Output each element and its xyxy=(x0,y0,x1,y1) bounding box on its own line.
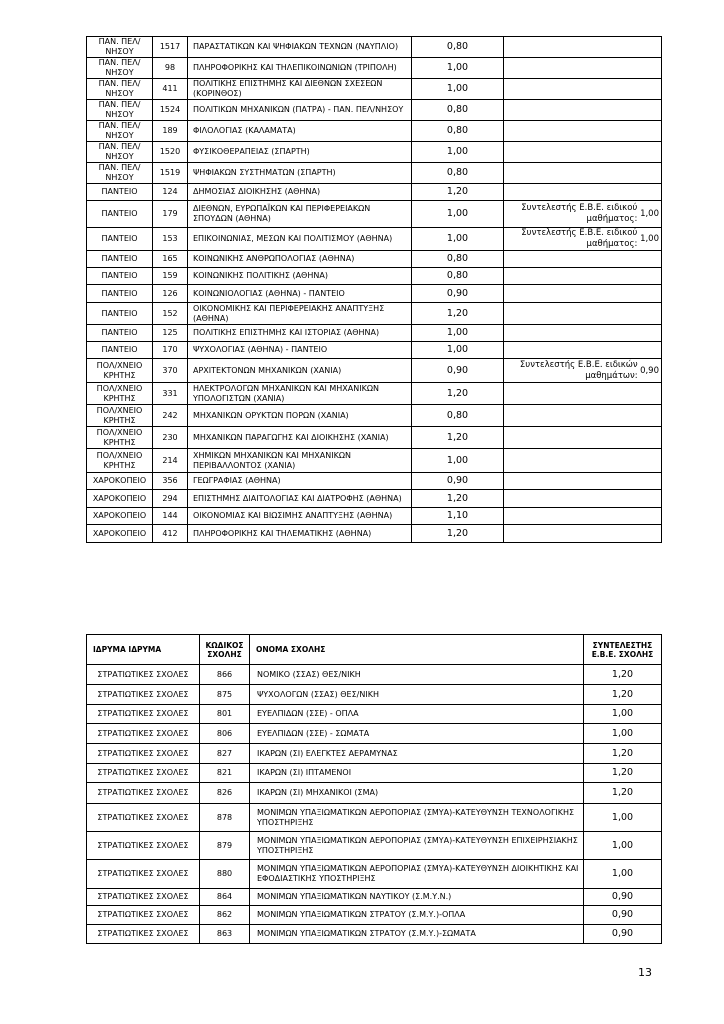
school-code-cell: 214 xyxy=(153,449,188,473)
school-code-cell: 821 xyxy=(200,764,250,783)
institution-cell: ΠΑΝ. ΠΕΛ/ΝΗΣΟΥ xyxy=(87,142,153,163)
table-row xyxy=(87,37,662,58)
special-subject-note-cell xyxy=(504,79,662,100)
coefficient-cell: 1,20 xyxy=(584,783,662,804)
special-subject-note-cell xyxy=(504,201,662,228)
table-row xyxy=(87,405,662,427)
institution-cell: ΠΑΝΤΕΙΟ xyxy=(87,285,153,303)
coefficient-cell: 0,80 xyxy=(412,121,504,142)
school-code-cell: 878 xyxy=(200,804,250,832)
table-row xyxy=(87,228,662,251)
header-school-name: ΟΝΟΜΑ ΣΧΟΛΗΣ xyxy=(250,635,584,665)
school-name-cell: ΕΠΙΚΟΙΝΩΝΙΑΣ, ΜΕΣΩΝ ΚΑΙ ΠΟΛΙΤΙΣΜΟΥ (ΑΘΗΝΑ) xyxy=(188,228,412,251)
table-row xyxy=(87,804,662,832)
school-code-cell: 98 xyxy=(153,58,188,79)
coefficient-cell: 1,20 xyxy=(412,303,504,325)
institution-cell: ΠΑΝΤΕΙΟ xyxy=(87,325,153,342)
coefficients-table-body xyxy=(87,665,662,944)
institution-cell: ΧΑΡΟΚΟΠΕΙΟ xyxy=(87,508,153,525)
coefficient-cell: 1,00 xyxy=(584,832,662,860)
table-row xyxy=(87,201,662,228)
institution-cell: ΣΤΡΑΤΙΩΤΙΚΕΣ ΣΧΟΛΕΣ xyxy=(87,685,200,705)
coefficient-cell: 1,00 xyxy=(412,79,504,100)
special-subject-note xyxy=(506,360,659,382)
coefficient-cell: 0,80 xyxy=(412,100,504,121)
coefficient-cell: 0,90 xyxy=(584,925,662,944)
school-code-cell: 801 xyxy=(200,705,250,724)
institution-cell: ΣΤΡΑΤΙΩΤΙΚΕΣ ΣΧΟΛΕΣ xyxy=(87,860,200,889)
school-code-cell: 863 xyxy=(200,925,250,944)
special-subject-note-label: Συντελεστής Ε.Β.Ε. ειδικών μαθημάτων: xyxy=(519,359,638,381)
table-row xyxy=(87,268,662,285)
table-header-row xyxy=(87,635,662,665)
institution-cell: ΣΤΡΑΤΙΩΤΙΚΕΣ ΣΧΟΛΕΣ xyxy=(87,925,200,944)
special-subject-note-cell xyxy=(504,405,662,427)
table-row xyxy=(87,325,662,342)
institution-cell: ΠΑΝ. ΠΕΛ/ΝΗΣΟΥ xyxy=(87,37,153,58)
institution-cell: ΣΤΡΑΤΙΩΤΙΚΕΣ ΣΧΟΛΕΣ xyxy=(87,889,200,906)
institution-cell: ΠΟΛ/ΧΝΕΙΟ ΚΡΗΤΗΣ xyxy=(87,449,153,473)
school-name-cell: ΠΑΡΑΣΤΑΤΙΚΩΝ ΚΑΙ ΨΗΦΙΑΚΩΝ ΤΕΧΝΩΝ (ΝΑΥΠΛΙΟ) xyxy=(188,37,412,58)
table-row xyxy=(87,303,662,325)
coefficient-cell: 1,20 xyxy=(584,744,662,764)
table-row xyxy=(87,342,662,359)
table-row xyxy=(87,285,662,303)
school-name-cell: ΚΟΙΝΩΝΙΚΗΣ ΠΟΛΙΤΙΚΗΣ (ΑΘΗΝΑ) xyxy=(188,268,412,285)
school-name-cell: ΟΙΚΟΝΟΜΙΚΗΣ ΚΑΙ ΠΕΡΙΦΕΡΕΙΑΚΗΣ ΑΝΑΠΤΥΞΗΣ (ΑΘΗΝΑ) xyxy=(188,303,412,325)
school-code-cell: 179 xyxy=(153,201,188,228)
school-name-cell: ΜΗΧΑΝΙΚΩΝ ΠΑΡΑΓΩΓΗΣ ΚΑΙ ΔΙΟΙΚΗΣΗΣ (ΧΑΝΙΑ) xyxy=(188,427,412,449)
school-code-cell: 411 xyxy=(153,79,188,100)
school-code-cell: 1519 xyxy=(153,163,188,184)
special-subject-note-cell xyxy=(504,383,662,405)
table-row xyxy=(87,860,662,889)
header-institution: ΙΔΡΥΜΑ ΙΔΡΥΜΑ xyxy=(87,635,200,665)
school-code-cell: 412 xyxy=(153,525,188,543)
institution-cell: ΣΤΡΑΤΙΩΤΙΚΕΣ ΣΧΟΛΕΣ xyxy=(87,724,200,744)
coefficient-cell: 1,00 xyxy=(584,705,662,724)
school-code-cell: 124 xyxy=(153,184,188,201)
institution-cell: ΠΑΝ. ΠΕΛ/ΝΗΣΟΥ xyxy=(87,79,153,100)
school-code-cell: 826 xyxy=(200,783,250,804)
table-row xyxy=(87,473,662,490)
coefficient-cell: 1,20 xyxy=(584,685,662,705)
institution-cell: ΣΤΡΑΤΙΩΤΙΚΕΣ ΣΧΟΛΕΣ xyxy=(87,783,200,804)
table-row xyxy=(87,79,662,100)
special-subject-coefficient: 1,00 xyxy=(640,209,659,219)
school-name-cell: ΨΗΦΙΑΚΩΝ ΣΥΣΤΗΜΑΤΩΝ (ΣΠΑΡΤΗ) xyxy=(188,163,412,184)
special-subject-note-cell xyxy=(504,121,662,142)
special-subject-note-cell xyxy=(504,427,662,449)
table-row xyxy=(87,427,662,449)
school-code-cell: 862 xyxy=(200,906,250,925)
school-name-cell: ΨΥΧΟΛΟΓΩΝ (ΣΣΑΣ) ΘΕΣ/ΝΙΚΗ xyxy=(250,685,584,705)
table-row xyxy=(87,251,662,268)
school-name-cell: ΠΛΗΡΟΦΟΡΙΚΗΣ ΚΑΙ ΤΗΛΕΠΙΚΟΙΝΩΝΙΩΝ (ΤΡΙΠΟΛΗ) xyxy=(188,58,412,79)
coefficient-cell: 1,20 xyxy=(584,764,662,783)
table-row xyxy=(87,724,662,744)
school-name-cell: ΚΟΙΝΩΝΙΟΛΟΓΙΑΣ (ΑΘΗΝΑ) - ΠΑΝΤΕΙΟ xyxy=(188,285,412,303)
school-code-cell: 159 xyxy=(153,268,188,285)
coefficient-cell: 1,00 xyxy=(584,724,662,744)
school-name-cell: ΚΟΙΝΩΝΙΚΗΣ ΑΝΘΡΩΠΟΛΟΓΙΑΣ (ΑΘΗΝΑ) xyxy=(188,251,412,268)
coefficient-cell: 1,00 xyxy=(412,228,504,251)
coefficient-cell: 1,00 xyxy=(412,325,504,342)
page-number: 13 xyxy=(638,966,652,979)
special-subject-note-cell xyxy=(504,100,662,121)
school-name-cell: ΕΥΕΛΠΙΔΩΝ (ΣΣΕ) - ΟΠΛΑ xyxy=(250,705,584,724)
coefficient-cell: 1,00 xyxy=(584,804,662,832)
institution-cell: ΠΟΛ/ΧΝΕΙΟ ΚΡΗΤΗΣ xyxy=(87,359,153,383)
school-code-cell: 126 xyxy=(153,285,188,303)
institution-cell: ΠΑΝΤΕΙΟ xyxy=(87,268,153,285)
table-row xyxy=(87,925,662,944)
table-row xyxy=(87,121,662,142)
school-code-cell: 1520 xyxy=(153,142,188,163)
school-name-cell: ΑΡΧΙΤΕΚΤΟΝΩΝ ΜΗΧΑΝΙΚΩΝ (ΧΑΝΙΑ) xyxy=(188,359,412,383)
special-subject-coefficient: 1,00 xyxy=(640,234,659,244)
table-row xyxy=(87,783,662,804)
coefficient-cell: 1,10 xyxy=(412,508,504,525)
special-subject-note-label: Συντελεστής Ε.Β.Ε. ειδικού μαθήματος: xyxy=(521,228,638,249)
special-subject-note-cell xyxy=(504,184,662,201)
coefficients-table-universities xyxy=(86,36,662,543)
school-code-cell: 866 xyxy=(200,665,250,685)
school-name-cell: ΧΗΜΙΚΩΝ ΜΗΧΑΝΙΚΩΝ ΚΑΙ ΜΗΧΑΝΙΚΩΝ ΠΕΡΙΒΑΛΛΟΝΤΟΣ (ΧΑΝΙΑ) xyxy=(188,449,412,473)
institution-cell: ΣΤΡΑΤΙΩΤΙΚΕΣ ΣΧΟΛΕΣ xyxy=(87,744,200,764)
special-subject-note-cell xyxy=(504,251,662,268)
school-name-cell: ΠΛΗΡΟΦΟΡΙΚΗΣ ΚΑΙ ΤΗΛΕΜΑΤΙΚΗΣ (ΑΘΗΝΑ) xyxy=(188,525,412,543)
school-code-cell: 827 xyxy=(200,744,250,764)
school-name-cell: ΜΟΝΙΜΩΝ ΥΠΑΞΙΩΜΑΤΙΚΩΝ ΣΤΡΑΤΟΥ (Σ.Μ.Υ.)-ΟΠΛΑ xyxy=(250,906,584,925)
table-row xyxy=(87,163,662,184)
table-row xyxy=(87,685,662,705)
special-subject-note xyxy=(506,228,659,250)
school-code-cell: 806 xyxy=(200,724,250,744)
coefficient-cell: 1,20 xyxy=(412,490,504,508)
coefficient-cell: 0,80 xyxy=(412,37,504,58)
institution-cell: ΠΑΝ. ΠΕΛ/ΝΗΣΟΥ xyxy=(87,163,153,184)
school-code-cell: 880 xyxy=(200,860,250,889)
institution-cell: ΣΤΡΑΤΙΩΤΙΚΕΣ ΣΧΟΛΕΣ xyxy=(87,906,200,925)
school-name-cell: ΙΚΑΡΩΝ (ΣΙ) ΙΠΤΑΜΕΝΟΙ xyxy=(250,764,584,783)
school-name-cell: ΜΟΝΙΜΩΝ ΥΠΑΞΙΩΜΑΤΙΚΩΝ ΣΤΡΑΤΟΥ (Σ.Μ.Υ.)-ΣΩΜΑΤΑ xyxy=(250,925,584,944)
coefficient-cell: 0,80 xyxy=(412,405,504,427)
special-subject-note-cell xyxy=(504,325,662,342)
table-row xyxy=(87,508,662,525)
header-coefficient: ΣΥΝΤΕΛΕΣΤΗΣ Ε.Β.Ε. ΣΧΟΛΗΣ xyxy=(584,635,662,665)
table-row xyxy=(87,58,662,79)
coefficients-table-body xyxy=(87,37,662,543)
special-subject-coefficient: 0,90 xyxy=(640,365,659,376)
coefficient-cell: 0,90 xyxy=(584,889,662,906)
coefficient-cell: 1,20 xyxy=(584,665,662,685)
school-name-cell: ΜΟΝΙΜΩΝ ΥΠΑΞΙΩΜΑΤΙΚΩΝ ΑΕΡΟΠΟΡΙΑΣ (ΣΜΥΑ)-ΚΑΤΕΥΘΥΝΣΗ ΤΕΧΝΟΛΟΓΙΚΗΣ ΥΠΟΣΤΗΡΙΞΗΣ xyxy=(250,804,584,832)
school-name-cell: ΜΟΝΙΜΩΝ ΥΠΑΞΙΩΜΑΤΙΚΩΝ ΝΑΥΤΙΚΟΥ (Σ.Μ.Υ.Ν.) xyxy=(250,889,584,906)
institution-cell: ΣΤΡΑΤΙΩΤΙΚΕΣ ΣΧΟΛΕΣ xyxy=(87,665,200,685)
table-row xyxy=(87,832,662,860)
school-code-cell: 230 xyxy=(153,427,188,449)
coefficient-cell: 1,20 xyxy=(412,427,504,449)
table-row xyxy=(87,764,662,783)
special-subject-note-cell xyxy=(504,285,662,303)
coefficient-cell: 0,90 xyxy=(412,285,504,303)
special-subject-note-cell xyxy=(504,342,662,359)
institution-cell: ΧΑΡΟΚΟΠΕΙΟ xyxy=(87,525,153,543)
special-subject-note-cell xyxy=(504,268,662,285)
special-subject-note-cell xyxy=(504,473,662,490)
institution-cell: ΣΤΡΑΤΙΩΤΙΚΕΣ ΣΧΟΛΕΣ xyxy=(87,804,200,832)
special-subject-note-cell xyxy=(504,359,662,383)
school-name-cell: ΠΟΛΙΤΙΚΩΝ ΜΗΧΑΝΙΚΩΝ (ΠΑΤΡΑ) - ΠΑΝ. ΠΕΛ/ΝΗΣΟΥ xyxy=(188,100,412,121)
school-code-cell: 242 xyxy=(153,405,188,427)
coefficient-cell: 1,00 xyxy=(412,142,504,163)
school-name-cell: ΨΥΧΟΛΟΓΙΑΣ (ΑΘΗΝΑ) - ΠΑΝΤΕΙΟ xyxy=(188,342,412,359)
school-code-cell: 1517 xyxy=(153,37,188,58)
coefficient-cell: 1,00 xyxy=(584,860,662,889)
special-subject-note-cell xyxy=(504,508,662,525)
institution-cell: ΠΑΝ. ΠΕΛ/ΝΗΣΟΥ xyxy=(87,121,153,142)
institution-cell: ΠΑΝ. ΠΕΛ/ΝΗΣΟΥ xyxy=(87,100,153,121)
coefficient-cell: 0,90 xyxy=(584,906,662,925)
coefficient-cell: 1,00 xyxy=(412,449,504,473)
table-row xyxy=(87,744,662,764)
school-code-cell: 331 xyxy=(153,383,188,405)
institution-cell: ΠΑΝΤΕΙΟ xyxy=(87,251,153,268)
school-code-cell: 165 xyxy=(153,251,188,268)
school-code-cell: 144 xyxy=(153,508,188,525)
school-code-cell: 170 xyxy=(153,342,188,359)
school-name-cell: ΦΥΣΙΚΟΘΕΡΑΠΕΙΑΣ (ΣΠΑΡΤΗ) xyxy=(188,142,412,163)
special-subject-note-cell xyxy=(504,37,662,58)
coefficient-cell: 1,00 xyxy=(412,58,504,79)
school-code-cell: 879 xyxy=(200,832,250,860)
coefficient-cell: 0,90 xyxy=(412,359,504,383)
school-name-cell: ΓΕΩΓΡΑΦΙΑΣ (ΑΘΗΝΑ) xyxy=(188,473,412,490)
school-code-cell: 189 xyxy=(153,121,188,142)
school-name-cell: ΙΚΑΡΩΝ (ΣΙ) ΜΗΧΑΝΙΚΟΙ (ΣΜΑ) xyxy=(250,783,584,804)
special-subject-note-cell xyxy=(504,163,662,184)
institution-cell: ΣΤΡΑΤΙΩΤΙΚΕΣ ΣΧΟΛΕΣ xyxy=(87,764,200,783)
school-name-cell: ΔΙΕΘΝΩΝ, ΕΥΡΩΠΑΪΚΩΝ ΚΑΙ ΠΕΡΙΦΕΡΕΙΑΚΩΝ ΣΠΟΥΔΩΝ (ΑΘΗΝΑ) xyxy=(188,201,412,228)
school-code-cell: 125 xyxy=(153,325,188,342)
school-code-cell: 875 xyxy=(200,685,250,705)
coefficient-cell: 1,20 xyxy=(412,383,504,405)
school-name-cell: ΠΟΛΙΤΙΚΗΣ ΕΠΙΣΤΗΜΗΣ ΚΑΙ ΔΙΕΘΝΩΝ ΣΧΕΣΕΩΝ (ΚΟΡΙΝΘΟΣ) xyxy=(188,79,412,100)
school-name-cell: ΕΥΕΛΠΙΔΩΝ (ΣΣΕ) - ΣΩΜΑΤΑ xyxy=(250,724,584,744)
coefficient-cell: 1,20 xyxy=(412,184,504,201)
school-code-cell: 864 xyxy=(200,889,250,906)
institution-cell: ΣΤΡΑΤΙΩΤΙΚΕΣ ΣΧΟΛΕΣ xyxy=(87,832,200,860)
table-row xyxy=(87,906,662,925)
header-school-code: ΚΩΔΙΚΟΣ ΣΧΟΛΗΣ xyxy=(200,635,250,665)
table-row xyxy=(87,184,662,201)
school-code-cell: 294 xyxy=(153,490,188,508)
coefficient-cell: 1,20 xyxy=(412,525,504,543)
institution-cell: ΣΤΡΑΤΙΩΤΙΚΕΣ ΣΧΟΛΕΣ xyxy=(87,705,200,724)
table-row xyxy=(87,449,662,473)
school-name-cell: ΜΟΝΙΜΩΝ ΥΠΑΞΙΩΜΑΤΙΚΩΝ ΑΕΡΟΠΟΡΙΑΣ (ΣΜΥΑ)-ΚΑΤΕΥΘΥΝΣΗ ΔΙΟΙΚΗΤΙΚΗΣ ΚΑΙ ΕΦΟΔΙΑΣΤΙΚΗΣ ΥΠΟΣΤΗΡΙΞΗΣ xyxy=(250,860,584,889)
school-name-cell: ΟΙΚΟΝΟΜΙΑΣ ΚΑΙ ΒΙΩΣΙΜΗΣ ΑΝΑΠΤΥΞΗΣ (ΑΘΗΝΑ) xyxy=(188,508,412,525)
school-code-cell: 152 xyxy=(153,303,188,325)
institution-cell: ΠΑΝΤΕΙΟ xyxy=(87,303,153,325)
special-subject-note-cell xyxy=(504,58,662,79)
institution-cell: ΠΑΝΤΕΙΟ xyxy=(87,228,153,251)
coefficient-cell: 0,80 xyxy=(412,251,504,268)
special-subject-note-cell xyxy=(504,142,662,163)
school-name-cell: ΦΙΛΟΛΟΓΙΑΣ (ΚΑΛΑΜΑΤΑ) xyxy=(188,121,412,142)
school-name-cell: ΗΛΕΚΤΡΟΛΟΓΩΝ ΜΗΧΑΝΙΚΩΝ ΚΑΙ ΜΗΧΑΝΙΚΩΝ ΥΠΟΛΟΓΙΣΤΩΝ (ΧΑΝΙΑ) xyxy=(188,383,412,405)
table-row xyxy=(87,142,662,163)
institution-cell: ΧΑΡΟΚΟΠΕΙΟ xyxy=(87,490,153,508)
school-name-cell: ΝΟΜΙΚΟ (ΣΣΑΣ) ΘΕΣ/ΝΙΚΗ xyxy=(250,665,584,685)
coefficient-cell: 0,80 xyxy=(412,163,504,184)
institution-cell: ΠΑΝ. ΠΕΛ/ΝΗΣΟΥ xyxy=(87,58,153,79)
institution-cell: ΠΟΛ/ΧΝΕΙΟ ΚΡΗΤΗΣ xyxy=(87,383,153,405)
special-subject-note-cell xyxy=(504,490,662,508)
institution-cell: ΧΑΡΟΚΟΠΕΙΟ xyxy=(87,473,153,490)
school-name-cell: ΠΟΛΙΤΙΚΗΣ ΕΠΙΣΤΗΜΗΣ ΚΑΙ ΙΣΤΟΡΙΑΣ (ΑΘΗΝΑ) xyxy=(188,325,412,342)
table-row xyxy=(87,100,662,121)
special-subject-note-label: Συντελεστής Ε.Β.Ε. ειδικού μαθήματος: xyxy=(521,203,638,224)
table-row xyxy=(87,525,662,543)
school-code-cell: 153 xyxy=(153,228,188,251)
institution-cell: ΠΑΝΤΕΙΟ xyxy=(87,184,153,201)
school-name-cell: ΕΠΙΣΤΗΜΗΣ ΔΙΑΙΤΟΛΟΓΙΑΣ ΚΑΙ ΔΙΑΤΡΟΦΗΣ (ΑΘΗΝΑ) xyxy=(188,490,412,508)
school-code-cell: 370 xyxy=(153,359,188,383)
coefficient-cell: 0,80 xyxy=(412,268,504,285)
school-name-cell: ΔΗΜΟΣΙΑΣ ΔΙΟΙΚΗΣΗΣ (ΑΘΗΝΑ) xyxy=(188,184,412,201)
table-row xyxy=(87,359,662,383)
table-row xyxy=(87,665,662,685)
school-code-cell: 1524 xyxy=(153,100,188,121)
institution-cell: ΠΟΛ/ΧΝΕΙΟ ΚΡΗΤΗΣ xyxy=(87,405,153,427)
institution-cell: ΠΟΛ/ΧΝΕΙΟ ΚΡΗΤΗΣ xyxy=(87,427,153,449)
school-name-cell: ΜΗΧΑΝΙΚΩΝ ΟΡΥΚΤΩΝ ΠΟΡΩΝ (ΧΑΝΙΑ) xyxy=(188,405,412,427)
coefficient-cell: 0,90 xyxy=(412,473,504,490)
special-subject-note-cell xyxy=(504,303,662,325)
institution-cell: ΠΑΝΤΕΙΟ xyxy=(87,201,153,228)
school-name-cell: ΙΚΑΡΩΝ (ΣΙ) ΕΛΕΓΚΤΕΣ ΑΕΡΑΜΥΝΑΣ xyxy=(250,744,584,764)
special-subject-note-cell xyxy=(504,449,662,473)
school-code-cell: 356 xyxy=(153,473,188,490)
special-subject-note-cell xyxy=(504,228,662,251)
coefficient-cell: 1,00 xyxy=(412,342,504,359)
school-name-cell: ΜΟΝΙΜΩΝ ΥΠΑΞΙΩΜΑΤΙΚΩΝ ΑΕΡΟΠΟΡΙΑΣ (ΣΜΥΑ)-ΚΑΤΕΥΘΥΝΣΗ ΕΠΙΧΕΙΡΗΣΙΑΚΗΣ ΥΠΟΣΤΗΡΙΞΗΣ xyxy=(250,832,584,860)
institution-cell: ΠΑΝΤΕΙΟ xyxy=(87,342,153,359)
table-row xyxy=(87,705,662,724)
special-subject-note-cell xyxy=(504,525,662,543)
table-row xyxy=(87,889,662,906)
special-subject-note xyxy=(506,203,659,225)
table-row xyxy=(87,490,662,508)
table-row xyxy=(87,383,662,405)
coefficients-table-military-schools xyxy=(86,634,662,944)
coefficient-cell: 1,00 xyxy=(412,201,504,228)
